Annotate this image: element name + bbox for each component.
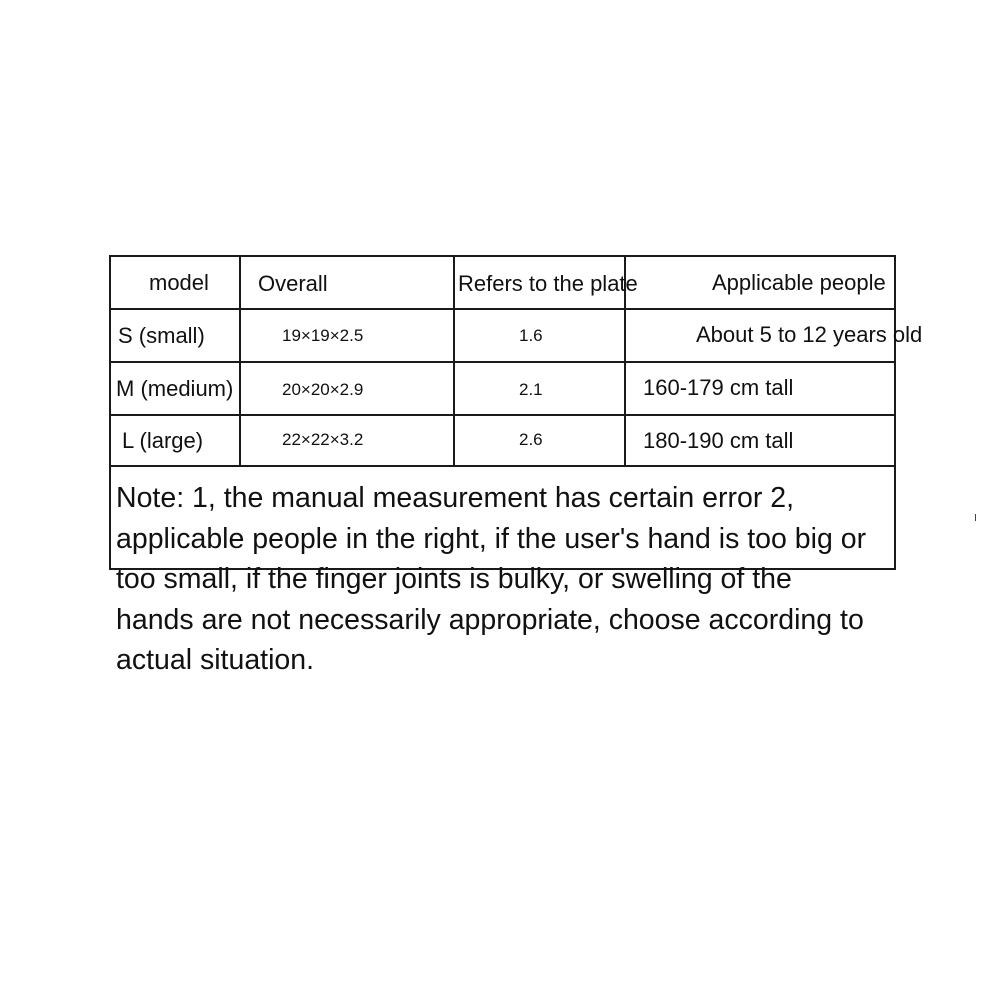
row-s-plate: 1.6	[519, 326, 543, 345]
note-paragraph	[116, 478, 986, 681]
row-l-people: 180-190 cm tall	[643, 428, 794, 453]
row-divider	[109, 308, 896, 310]
column-divider	[239, 255, 241, 467]
row-m-model: M (medium)	[116, 376, 234, 401]
header-model: model	[149, 270, 209, 295]
row-divider	[109, 361, 896, 363]
note-line: hands are not necessarily appropriate, choose according to	[116, 603, 864, 636]
stray-mark	[975, 514, 976, 521]
column-divider	[453, 255, 455, 467]
row-l-plate: 2.6	[519, 430, 543, 449]
note-line: applicable people in the right, if the user's hand is too big or	[116, 522, 867, 555]
row-s-overall: 19×19×2.5	[282, 326, 364, 345]
row-m-overall: 20×20×2.9	[282, 380, 364, 399]
row-l-model: L (large)	[122, 428, 204, 453]
note-line: actual situation.	[116, 644, 315, 676]
row-m-people: 160-179 cm tall	[643, 375, 794, 400]
note-line: Note: 1, the manual measurement has certain error 2,	[116, 482, 795, 514]
row-divider	[109, 414, 896, 416]
header-plate: Refers to the plate	[458, 271, 638, 296]
row-l-overall: 22×22×3.2	[282, 430, 364, 449]
note-line: too small, if the finger joints is bulky, or swelling of the	[116, 563, 792, 595]
row-s-people: About 5 to 12 years old	[696, 322, 923, 347]
row-m-plate: 2.1	[519, 380, 543, 399]
header-applicable-people: Applicable people	[712, 270, 886, 295]
header-overall: Overall	[258, 271, 328, 296]
row-s-model: S (small)	[118, 323, 205, 348]
row-divider	[109, 465, 896, 467]
